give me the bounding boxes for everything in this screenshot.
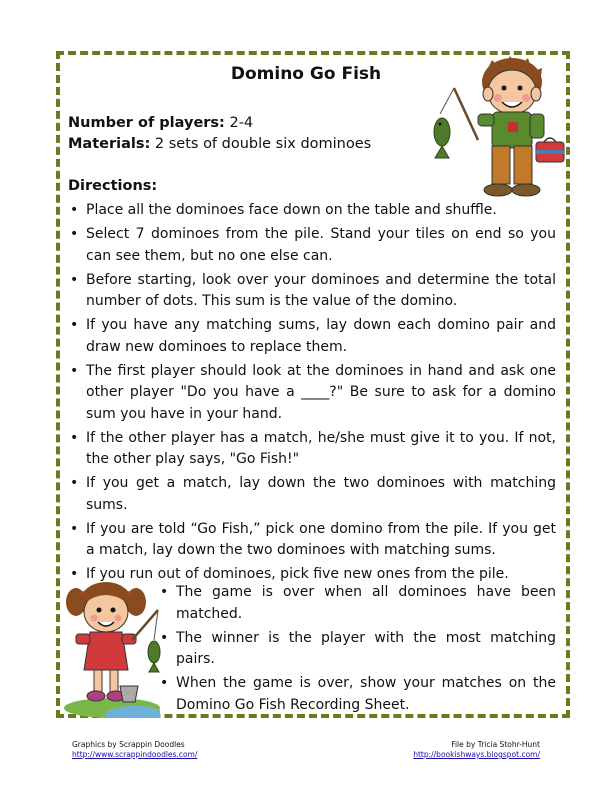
- page-title: Domino Go Fish: [230, 64, 382, 84]
- list-item: • If you get a match, lay down the two dominoes with matching sums.: [68, 473, 556, 516]
- file-credit-text: File by Tricia Stohr-Hunt: [451, 740, 540, 749]
- materials-line: [68, 136, 371, 152]
- fish-icon: [148, 641, 160, 672]
- players-line: [68, 115, 253, 131]
- rules-list: [68, 200, 556, 588]
- list-item: • The winner is the player with the most matching pairs.: [158, 628, 556, 671]
- fish-icon: [434, 118, 450, 158]
- list-item: • The first player should look at the dominoes in hand and ask one other player "Do you have a ____?" Be sure to ask for a domino sum you have in your hand.: [68, 361, 556, 426]
- list-item: • If you run out of dominoes, pick five new ones from the pile.: [68, 564, 556, 586]
- list-item: • The game is over when all dominoes have been matched.: [158, 582, 556, 625]
- list-item: • If you have any matching sums, lay down each domino pair and draw new dominoes to replace them.: [68, 315, 556, 358]
- graphics-credit-text: Graphics by Scrappin Doodles: [72, 740, 185, 749]
- list-item: • When the game is over, show your matches on the Domino Go Fish Recording Sheet.: [158, 673, 556, 716]
- materials-value: 2 sets of double six dominoes: [150, 136, 372, 152]
- list-item: • If you are told “Go Fish,” pick one domino from the pile. If you get a match, lay down the two dominoes with matching sums.: [68, 519, 556, 562]
- list-item: • Select 7 dominoes from the pile. Stand your tiles on end so you can see them, but no one else can.: [68, 224, 556, 267]
- graphics-credit-link[interactable]: http://www.scrappindoodles.com/: [72, 750, 198, 759]
- footer-graphics-credit: [72, 740, 197, 760]
- directions-heading: Directions:: [68, 178, 158, 194]
- materials-label: Materials:: [68, 136, 151, 152]
- footer-file-credit: [413, 740, 540, 760]
- file-credit-link[interactable]: http://bookishways.blogspot.com/: [413, 750, 540, 759]
- girl-fishing-illustration: [62, 580, 162, 720]
- rules-list-continued: [158, 582, 556, 719]
- list-item: • Place all the dominoes face down on the table and shuffle.: [68, 200, 556, 222]
- list-item: • If the other player has a match, he/she must give it to you. If not, the other play says, "Go Fish!": [68, 428, 556, 471]
- players-label: Number of players:: [68, 115, 225, 131]
- boy-fishing-illustration: [432, 54, 568, 200]
- players-value: 2-4: [224, 115, 254, 131]
- list-item: • Before starting, look over your dominoes and determine the total number of dots. This sum is the value of the domino.: [68, 270, 556, 313]
